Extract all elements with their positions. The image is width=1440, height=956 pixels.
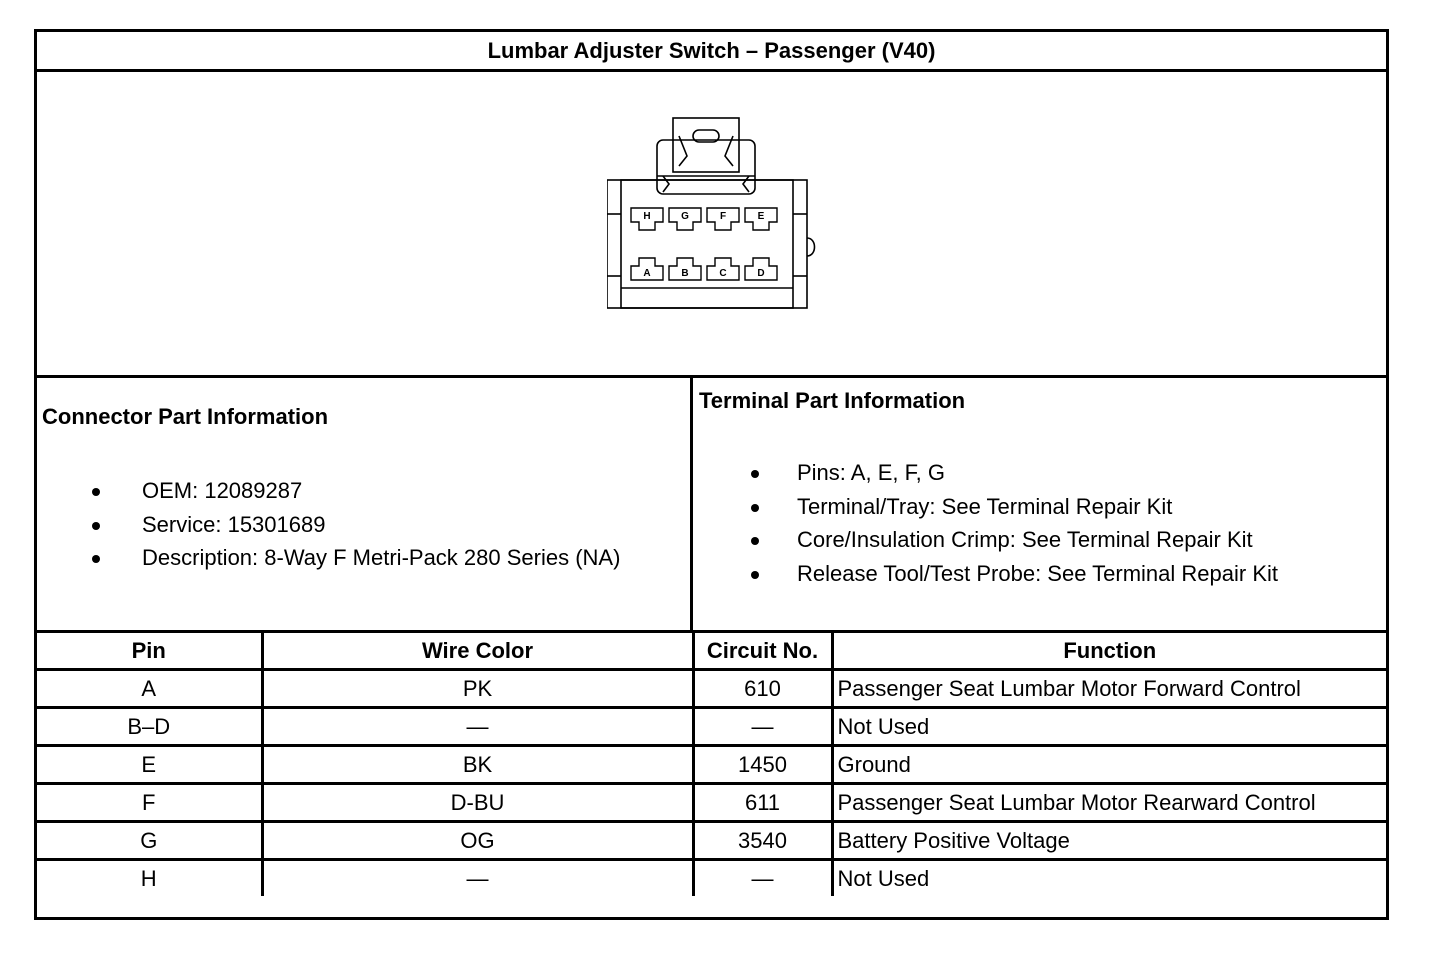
cell-pin: A [37, 670, 262, 708]
cell-function: Not Used [832, 860, 1386, 897]
cell-circuit-no: 610 [693, 670, 832, 708]
cell-function: Passenger Seat Lumbar Motor Rearward Control [832, 784, 1386, 822]
cell-pin: H [37, 860, 262, 897]
list-item: Service: 15301689 [92, 508, 620, 542]
terminal-info-list [751, 456, 1278, 590]
connector-face-drawing [607, 112, 857, 322]
bullet-icon [751, 504, 759, 512]
cell-circuit-no: 3540 [693, 822, 832, 860]
cell-function: Not Used [832, 708, 1386, 746]
table-row [37, 746, 1386, 784]
cell-pin: G [37, 822, 262, 860]
cell-wire-color: BK [262, 746, 693, 784]
list-item: Terminal/Tray: See Terminal Repair Kit [751, 490, 1278, 524]
connector-sheet [34, 29, 1389, 920]
bullet-icon [92, 555, 100, 563]
table-row [37, 860, 1386, 897]
bullet-icon [751, 537, 759, 545]
cell-function: Passenger Seat Lumbar Motor Forward Control [832, 670, 1386, 708]
connector-diagram [37, 72, 1386, 378]
cell-pin: F [37, 784, 262, 822]
list-item: Pins: A, E, F, G [751, 456, 1278, 490]
cell-circuit-no: — [693, 708, 832, 746]
table-row [37, 708, 1386, 746]
header-circuit-no: Circuit No. [693, 632, 832, 670]
terminal-info-heading: Terminal Part Information [699, 388, 966, 413]
connector-part-info [37, 378, 693, 630]
page-title: Lumbar Adjuster Switch – Passenger (V40) [37, 32, 1386, 72]
cell-function: Ground [832, 746, 1386, 784]
header-pin: Pin [37, 632, 262, 670]
terminal-part-info [693, 378, 1386, 630]
pinout-table [37, 630, 1386, 896]
list-item: OEM: 12089287 [92, 474, 620, 508]
cell-wire-color: — [262, 860, 693, 897]
cell-circuit-no: 611 [693, 784, 832, 822]
cell-wire-color: — [262, 708, 693, 746]
cell-wire-color: OG [262, 822, 693, 860]
pin-label-top: H [643, 211, 651, 222]
bullet-icon [92, 522, 100, 530]
cell-circuit-no: — [693, 860, 832, 897]
pin-label-bottom: D [757, 268, 765, 279]
pin-label-top: G [681, 211, 689, 222]
header-function: Function [832, 632, 1386, 670]
list-item: Release Tool/Test Probe: See Terminal Repair Kit [751, 557, 1278, 591]
connector-info-list [92, 474, 620, 575]
list-item: Core/Insulation Crimp: See Terminal Repair Kit [751, 523, 1278, 557]
table-row [37, 670, 1386, 708]
cell-pin: E [37, 746, 262, 784]
bullet-icon [92, 488, 100, 496]
bullet-icon [751, 470, 759, 478]
pin-label-bottom: A [643, 268, 651, 279]
cell-wire-color: D-BU [262, 784, 693, 822]
table-header-row [37, 632, 1386, 670]
pin-label-top: E [757, 211, 765, 222]
cell-function: Battery Positive Voltage [832, 822, 1386, 860]
cell-circuit-no: 1450 [693, 746, 832, 784]
header-wire-color: Wire Color [262, 632, 693, 670]
pin-label-top: F [719, 211, 727, 222]
bullet-icon [751, 571, 759, 579]
list-item: Description: 8-Way F Metri-Pack 280 Series (NA) [92, 541, 620, 575]
pin-label-bottom: B [681, 268, 689, 279]
connector-info-heading: Connector Part Information [42, 404, 329, 429]
table-row [37, 822, 1386, 860]
table-row [37, 784, 1386, 822]
pin-label-bottom: C [719, 268, 727, 279]
cell-pin: B–D [37, 708, 262, 746]
cell-wire-color: PK [262, 670, 693, 708]
